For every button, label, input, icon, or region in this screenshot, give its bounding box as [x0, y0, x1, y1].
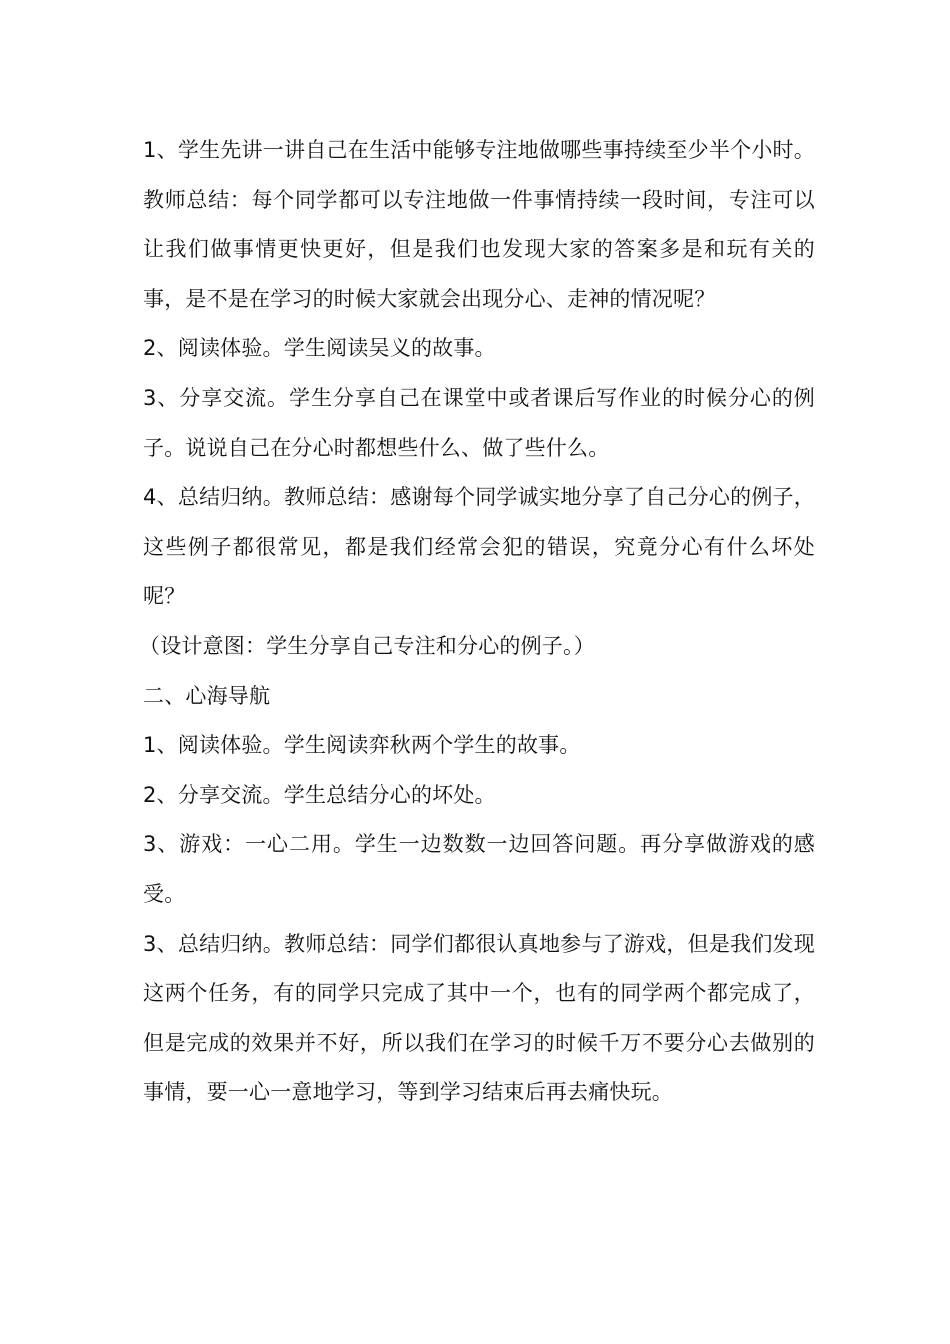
paragraph-step-2-reading: 2、阅读体验。学生阅读吴义的故事。: [143, 336, 496, 361]
paragraph-step-4-summary: 4、总结归纳。教师总结：感谢每个同学诚实地分享了自己分心的例子，这些例子都很常见，都是我们经常会犯的错误，究竟分心有什么坏处呢？: [143, 485, 815, 609]
paragraph-section2-step-3-summary: 3、总结归纳。教师总结：同学们都很认真地参与了游戏，但是我们发现这两个任务，有的同学只完成了其中一个，也有的同学两个都完成了，但是完成的效果并不好，所以我们在学习的时候千万不要分心去做别的事情，要一心一意地学习，等到学习结束后再去痛快玩。: [143, 931, 815, 1105]
section-heading-xinhai-daohang: 二、心海导航: [143, 683, 271, 708]
paragraph-section2-step-3-game: 3、游戏：一心二用。学生一边数数一边回答问题。再分享做游戏的感受。: [143, 832, 815, 906]
document-body: [139, 126, 815, 1118]
paragraph-section2-step-1-reading: 1、阅读体验。学生阅读弈秋两个学生的故事。: [143, 733, 581, 758]
paragraph-step-1-reflection: 1、学生先讲一讲自己在生活中能够专注地做哪些事持续至少半个小时。教师总结：每个同学都可以专注地做一件事情持续一段时间，专注可以让我们做事情更快更好，但是我们也发现大家的答案多是和玩有关的事，是不是在学习的时候大家就会出现分心、走神的情况呢？: [143, 138, 815, 311]
paragraph-step-3-sharing: 3、分享交流。学生分享自己在课堂中或者课后写作业的时候分心的例子。说说自己在分心时都想些什么、做了些什么。: [143, 385, 815, 460]
paragraph-section2-step-2-sharing: 2、分享交流。学生总结分心的坏处。: [143, 782, 496, 807]
paragraph-design-intent: （设计意图：学生分享自己专注和分心的例子。）: [139, 633, 595, 658]
